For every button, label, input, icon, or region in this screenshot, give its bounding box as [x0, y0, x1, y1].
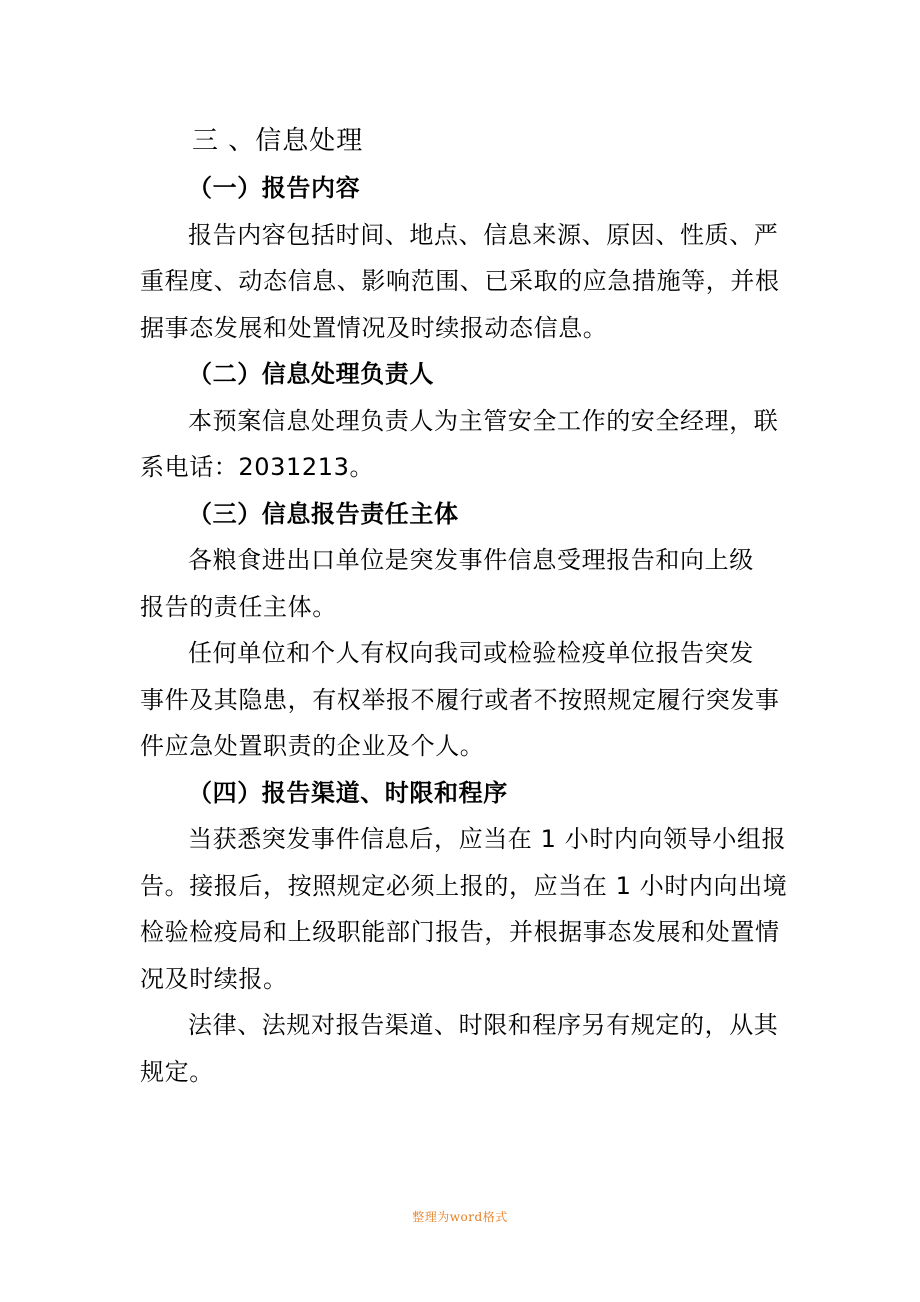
- paragraph-line: 任何单位和个人有权向我司或检验检疫单位报告突发: [188, 639, 754, 667]
- paragraph: [140, 537, 790, 630]
- paragraph-line: 况及时续报。: [140, 964, 288, 993]
- paragraph-line: 告。接报后，按照规定必须上报的，应当在 1 小时内向出境: [140, 871, 788, 900]
- paragraph-line: 当获悉突发事件信息后，应当在 1 小时内向领导小组报: [188, 825, 787, 853]
- section-title: 三 、信息处理: [192, 126, 364, 156]
- page-footer: 整理为word格式: [412, 1210, 508, 1224]
- paragraph-line: 报告的责任主体。: [140, 592, 337, 621]
- paragraph-line: 系电话：2031213。: [140, 453, 375, 481]
- paragraph: [140, 212, 790, 352]
- paragraph-line: 据事态发展和处置情况及时续报动态信息。: [140, 313, 608, 342]
- paragraph: [140, 1002, 790, 1095]
- paragraph-line: 件应急处置职责的企业及个人。: [140, 732, 485, 760]
- paragraph: [140, 630, 790, 770]
- section-1: [140, 165, 790, 351]
- section-heading: （三）信息报告责任主体: [188, 499, 459, 528]
- paragraph-line: 重程度、动态信息、影响范围、已采取的应急措施等，并根: [140, 267, 780, 295]
- paragraph-line: 各粮食进出口单位是突发事件信息受理报告和向上级: [188, 546, 754, 574]
- paragraph-line: 报告内容包括时间、地点、信息来源、原因、性质、严: [188, 220, 779, 249]
- section-4: [140, 770, 790, 1096]
- section-heading: （一）报告内容: [188, 174, 361, 202]
- section-heading: （四）报告渠道、时限和程序: [188, 778, 508, 807]
- paragraph-line: 事件及其隐患，有权举报不履行或者不按照规定履行突发事: [140, 685, 780, 714]
- paragraph: [140, 816, 790, 1002]
- section-3: [140, 491, 790, 770]
- paragraph-line: 本预案信息处理负责人为主管安全工作的安全经理，联: [188, 406, 779, 435]
- section-heading: （二）信息处理负责人: [188, 360, 434, 388]
- document-body: [140, 118, 790, 1095]
- section-2: [140, 351, 790, 491]
- paragraph-line: 法律、法规对报告渠道、时限和程序另有规定的，从其: [188, 1011, 779, 1039]
- paragraph: [140, 398, 790, 491]
- paragraph-line: 规定。: [140, 1057, 214, 1086]
- paragraph-line: 检验检疫局和上级职能部门报告，并根据事态发展和处置情: [140, 918, 780, 946]
